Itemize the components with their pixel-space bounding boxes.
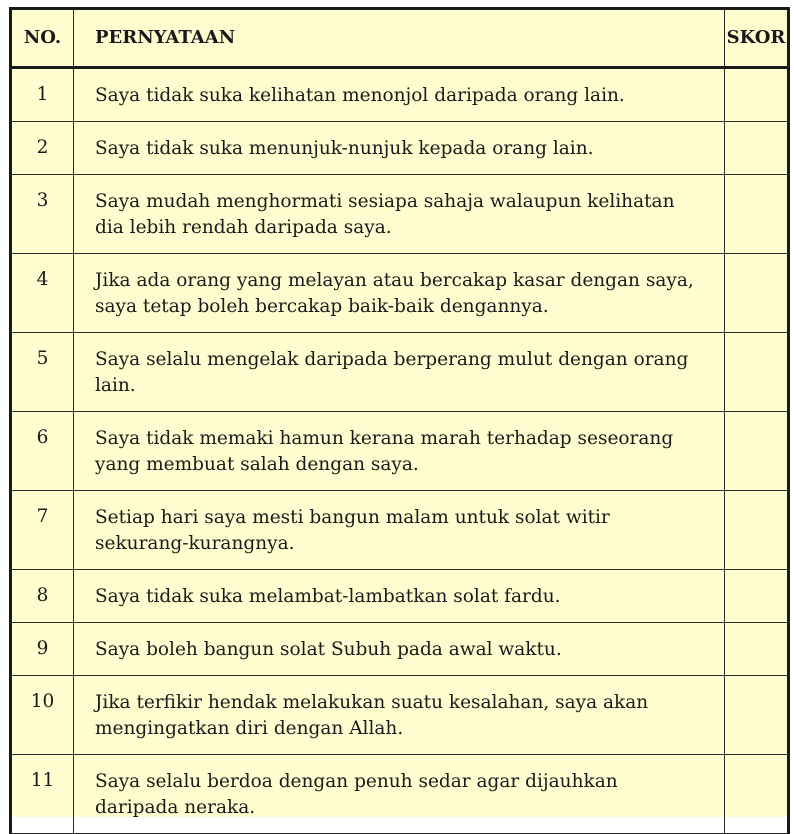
row-score-cell[interactable] bbox=[725, 175, 789, 254]
row-score-cell[interactable] bbox=[725, 491, 789, 570]
row-number: 11 bbox=[11, 755, 74, 834]
row-statement: Saya tidak suka kelihatan menonjol daripada orang lain. bbox=[74, 68, 725, 122]
table-row bbox=[11, 676, 789, 755]
row-statement: Saya tidak memaki hamun kerana marah terhadap seseorang yang membuat salah dengan saya. bbox=[74, 412, 725, 491]
row-number: 10 bbox=[11, 676, 74, 755]
header-score: SKOR bbox=[725, 9, 789, 68]
table-row bbox=[11, 254, 789, 333]
row-statement: Saya mudah menghormati sesiapa sahaja walaupun kelihatan dia lebih rendah daripada saya. bbox=[74, 175, 725, 254]
row-statement: Saya boleh bangun solat Subuh pada awal waktu. bbox=[74, 623, 725, 676]
row-score-cell[interactable] bbox=[725, 122, 789, 175]
row-number: 6 bbox=[11, 412, 74, 491]
table-row bbox=[11, 412, 789, 491]
row-score-cell[interactable] bbox=[725, 755, 789, 834]
row-number: 3 bbox=[11, 175, 74, 254]
row-score-cell[interactable] bbox=[725, 623, 789, 676]
row-number: 7 bbox=[11, 491, 74, 570]
table-row bbox=[11, 122, 789, 175]
table-row bbox=[11, 570, 789, 623]
row-number: 9 bbox=[11, 623, 74, 676]
header-statement: PERNYATAAN bbox=[74, 9, 725, 68]
row-score-cell[interactable] bbox=[725, 68, 789, 122]
row-number: 2 bbox=[11, 122, 74, 175]
row-number: 4 bbox=[11, 254, 74, 333]
row-statement: Saya selalu berdoa dengan penuh sedar agar dijauhkan daripada neraka. bbox=[74, 755, 725, 834]
row-score-cell[interactable] bbox=[725, 412, 789, 491]
row-number: 8 bbox=[11, 570, 74, 623]
table-header-row bbox=[11, 9, 789, 68]
table-row bbox=[11, 333, 789, 412]
table-row bbox=[11, 175, 789, 254]
row-statement: Setiap hari saya mesti bangun malam untuk solat witir sekurang-kurangnya. bbox=[74, 491, 725, 570]
row-score-cell[interactable] bbox=[725, 333, 789, 412]
row-statement: Saya tidak suka melambat-lambatkan solat fardu. bbox=[74, 570, 725, 623]
questionnaire-table-container bbox=[9, 7, 787, 817]
row-statement: Saya tidak suka menunjuk-nunjuk kepada orang lain. bbox=[74, 122, 725, 175]
table-row bbox=[11, 755, 789, 834]
row-statement: Jika ada orang yang melayan atau bercakap kasar dengan saya, saya tetap boleh bercakap baik-baik dengannya. bbox=[74, 254, 725, 333]
row-score-cell[interactable] bbox=[725, 676, 789, 755]
table-row bbox=[11, 491, 789, 570]
row-statement: Jika terfikir hendak melakukan suatu kesalahan, saya akan mengingatkan diri dengan Allah. bbox=[74, 676, 725, 755]
row-number: 5 bbox=[11, 333, 74, 412]
row-score-cell[interactable] bbox=[725, 570, 789, 623]
row-score-cell[interactable] bbox=[725, 254, 789, 333]
table-row bbox=[11, 68, 789, 122]
row-statement: Saya selalu mengelak daripada berperang mulut dengan orang lain. bbox=[74, 333, 725, 412]
header-no: NO. bbox=[11, 9, 74, 68]
table-row bbox=[11, 623, 789, 676]
row-number: 1 bbox=[11, 68, 74, 122]
questionnaire-table bbox=[9, 7, 790, 834]
